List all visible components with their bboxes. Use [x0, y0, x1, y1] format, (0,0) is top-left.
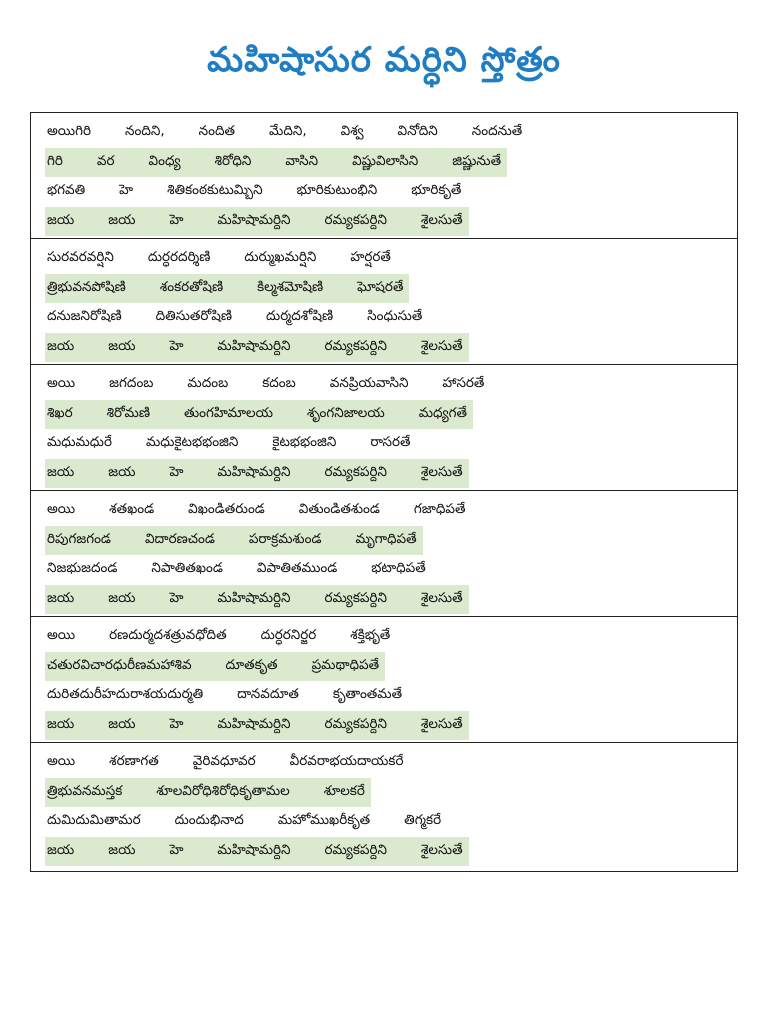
verse-line-text — [45, 622, 396, 652]
verse-line — [45, 207, 737, 237]
verse-word: విదారణచండ — [144, 530, 215, 547]
verse-word: శిరోమణి — [106, 404, 150, 421]
verse-word: జయ — [47, 463, 75, 480]
verse-word: భూరికుటుంభిని — [296, 182, 378, 199]
verse-word: చతురవిచారధురీణమహాశివ — [47, 656, 192, 673]
verse-word: రణదుర్మదశత్రువధోదిత — [109, 627, 227, 644]
verse-word: రమ్యకపర్దిని — [324, 337, 387, 354]
verse-word: వనప్రియవాసిని — [329, 375, 409, 392]
verse-line-highlight — [45, 207, 469, 237]
verse-word: దనుజనిరోషిణి — [47, 308, 122, 325]
verse-word: మధుకైటభభంజిని — [145, 434, 239, 451]
verse-line-highlight — [45, 652, 385, 682]
verse-line — [45, 652, 737, 682]
verse-line — [45, 177, 737, 207]
verse-word: రమ్యకపర్దిని — [324, 211, 387, 228]
verse-word: వితుండితశుండ — [298, 501, 380, 518]
verse-word: శతఖండ — [109, 501, 155, 518]
verse-line — [45, 711, 737, 741]
stotram-table — [30, 112, 738, 872]
stanza-6 — [31, 743, 737, 871]
verse-line — [45, 778, 737, 808]
stanza-1 — [31, 113, 737, 239]
verse-line — [45, 807, 737, 837]
verse-word: మహిషామర్దిని — [217, 841, 291, 858]
verse-line-highlight — [45, 459, 469, 489]
verse-word: శంకరతోషిణి — [159, 278, 224, 295]
verse-word: జయ — [108, 841, 136, 858]
verse-word: ఘోషరతే — [357, 278, 404, 295]
verse-line-text — [45, 244, 397, 274]
verse-word: జయ — [108, 463, 136, 480]
verse-line — [45, 622, 737, 652]
verse-word: రిపుగజగండ — [47, 530, 111, 547]
verse-word: అయి — [47, 753, 76, 770]
verse-word: శితికంఠకుటుమ్బిని — [167, 182, 263, 199]
verse-word: సురవరవర్షిని — [47, 249, 114, 266]
verse-word: జయ — [47, 589, 75, 606]
verse-line — [45, 244, 737, 274]
verse-line-highlight — [45, 148, 507, 178]
verse-word: తిగ్మకరే — [404, 812, 442, 829]
verse-word: నందిత — [198, 123, 236, 140]
verse-line-text — [45, 748, 409, 778]
verse-word: త్రిభువనమస్తక — [47, 782, 123, 799]
verse-line-text — [45, 303, 428, 333]
verse-word: మేదిని, — [269, 123, 307, 140]
verse-word: హె — [169, 463, 184, 480]
verse-word: జయ — [47, 211, 75, 228]
verse-line-highlight — [45, 274, 409, 304]
verse-word: శూలకరే — [323, 782, 365, 799]
verse-word: పరాక్రమశుండ — [248, 530, 322, 547]
verse-word: హర్షరతే — [350, 249, 391, 266]
verse-line — [45, 555, 737, 585]
verse-word: శైలసుతే — [420, 841, 463, 858]
verse-word: శైలసుతే — [420, 589, 463, 606]
verse-word: మదంబ — [187, 375, 229, 392]
verse-word: దుర్ధరదర్శిణి — [147, 249, 211, 266]
verse-word: వర — [96, 152, 115, 169]
verse-word: విష్ణువిలాసిని — [352, 152, 419, 169]
verse-line — [45, 459, 737, 489]
verse-word: త్రిభువనపోషిణి — [47, 278, 126, 295]
verse-word: మహిషామర్దిని — [217, 715, 291, 732]
verse-line-text — [45, 555, 432, 585]
verse-word: దుర్ధరనిర్జర — [260, 627, 317, 644]
verse-word: అయి — [47, 627, 76, 644]
verse-word: హాసరతే — [442, 375, 485, 392]
verse-line — [45, 148, 737, 178]
verse-word: నందనుతే — [471, 123, 523, 140]
verse-word: శైలసుతే — [420, 337, 463, 354]
verse-word: వైరివధూవర — [192, 753, 256, 770]
stanza-2 — [31, 239, 737, 365]
verse-line — [45, 748, 737, 778]
verse-line-text — [45, 370, 490, 400]
verse-word: దుందుభినాద — [174, 812, 244, 829]
verse-word: కిల్మశమోషిణి — [257, 278, 324, 295]
verse-word: హె — [169, 589, 184, 606]
verse-word: కృతాంతమతే — [332, 686, 403, 703]
verse-word: దురితదురీహదురాశయదుర్మతి — [47, 686, 204, 703]
verse-word: శూలవిరోధిశిరోధికృతామల — [156, 782, 290, 799]
verse-word: భటాధిపతే — [371, 560, 426, 577]
verse-line — [45, 274, 737, 304]
verse-word: శైలసుతే — [420, 463, 463, 480]
verse-word: జయ — [108, 589, 136, 606]
verse-line — [45, 585, 737, 615]
verse-word: హె — [169, 841, 184, 858]
verse-word: రమ్యకపర్దిని — [324, 589, 387, 606]
verse-line-text — [45, 807, 447, 837]
verse-line — [45, 837, 737, 867]
verse-word: వింధ్య — [148, 152, 181, 169]
verse-word: కదంబ — [262, 375, 296, 392]
verse-word: నందిని, — [125, 123, 165, 140]
stanza-4 — [31, 491, 737, 617]
verse-word: జిష్ణునుతే — [452, 152, 502, 169]
verse-line-text — [45, 496, 471, 526]
verse-word: విఖండితరుండ — [188, 501, 265, 518]
verse-word: తుంగహిమాలయ — [184, 404, 273, 421]
verse-word: జయ — [47, 841, 75, 858]
page-title: మహిషాసుర మర్ధిని స్తోత్రం — [207, 40, 561, 80]
verse-word: శక్తిభృతే — [350, 627, 391, 644]
verse-word: భూరికృతే — [411, 182, 462, 199]
verse-word: జయ — [108, 211, 136, 228]
verse-line — [45, 496, 737, 526]
verse-word: సింధుసుతే — [367, 308, 423, 325]
verse-line — [45, 429, 737, 459]
verse-line-text — [45, 177, 467, 207]
verse-word: దితిసుతరోషిణి — [155, 308, 233, 325]
verse-word: శిఖర — [47, 404, 73, 421]
verse-line-text — [45, 118, 528, 148]
verse-word: రమ్యకపర్దిని — [324, 715, 387, 732]
verse-word: నిజభుజదండ — [47, 560, 118, 577]
verse-line-highlight — [45, 526, 423, 556]
verse-word: దూతకృత — [225, 656, 278, 673]
verse-word: శిరోధిని — [214, 152, 252, 169]
verse-word: అయిగిరి — [47, 123, 92, 140]
verse-word: మహిషామర్దిని — [217, 211, 291, 228]
verse-word: హె — [119, 182, 134, 199]
verse-word: ప్రమథాధిపతే — [311, 656, 380, 673]
verse-word: విపాతితముండ — [256, 560, 338, 577]
verse-word: కైటభభంజిని — [272, 434, 337, 451]
verse-word: రమ్యకపర్దిని — [324, 463, 387, 480]
verse-word: అయి — [47, 501, 76, 518]
verse-word: జయ — [108, 337, 136, 354]
verse-line — [45, 303, 737, 333]
verse-word: హె — [169, 211, 184, 228]
verse-line — [45, 526, 737, 556]
verse-line — [45, 681, 737, 711]
verse-line-text — [45, 681, 408, 711]
verse-line-highlight — [45, 585, 469, 615]
verse-line — [45, 333, 737, 363]
verse-word: భగవతి — [47, 182, 86, 199]
verse-word: రమ్యకపర్దిని — [324, 841, 387, 858]
verse-word: మృగాధిపతే — [355, 530, 417, 547]
verse-word: శైలసుతే — [420, 211, 463, 228]
verse-line-highlight — [45, 837, 469, 867]
verse-word: రాసరతే — [370, 434, 411, 451]
verse-word: మహిషామర్దిని — [217, 337, 291, 354]
verse-word: జయ — [108, 715, 136, 732]
verse-word: జగదంబ — [109, 375, 154, 392]
verse-line-highlight — [45, 778, 371, 808]
verse-line-highlight — [45, 333, 469, 363]
verse-word: మధుమధురే — [47, 434, 112, 451]
verse-word: వినోదిని — [397, 123, 438, 140]
verse-word: దానవదూత — [237, 686, 299, 703]
verse-word: హె — [169, 337, 184, 354]
stanza-5 — [31, 617, 737, 743]
verse-word: మహోముఖరీకృత — [277, 812, 371, 829]
verse-word: హె — [169, 715, 184, 732]
verse-word: జయ — [47, 337, 75, 354]
verse-line — [45, 400, 737, 430]
verse-word: మహిషామర్దిని — [217, 589, 291, 606]
verse-word: మధ్యగతే — [418, 404, 468, 421]
verse-word: దుమిదుమితామర — [47, 812, 141, 829]
verse-word: దుర్మదశోషిణి — [266, 308, 334, 325]
verse-word: జయ — [47, 715, 75, 732]
verse-line — [45, 118, 737, 148]
verse-line-text — [45, 429, 417, 459]
verse-word: శృంగనిజాలయ — [306, 404, 385, 421]
verse-word: విశ్వ — [340, 123, 364, 140]
verse-word: అయి — [47, 375, 76, 392]
verse-line — [45, 370, 737, 400]
verse-word: దుర్ముఖమర్షిని — [244, 249, 317, 266]
stanza-3 — [31, 365, 737, 491]
verse-line-highlight — [45, 400, 473, 430]
verse-word: మహిషామర్దిని — [217, 463, 291, 480]
verse-word: గిరి — [47, 152, 63, 169]
verse-word: వీరవరాభయదాయకరే — [289, 753, 404, 770]
verse-line-highlight — [45, 711, 469, 741]
verse-word: వాసిని — [285, 152, 319, 169]
verse-word: గజాధిపతే — [413, 501, 466, 518]
verse-word: శరణాగత — [109, 753, 159, 770]
verse-word: శైలసుతే — [420, 715, 463, 732]
verse-word: నిపాతితఖండ — [151, 560, 223, 577]
